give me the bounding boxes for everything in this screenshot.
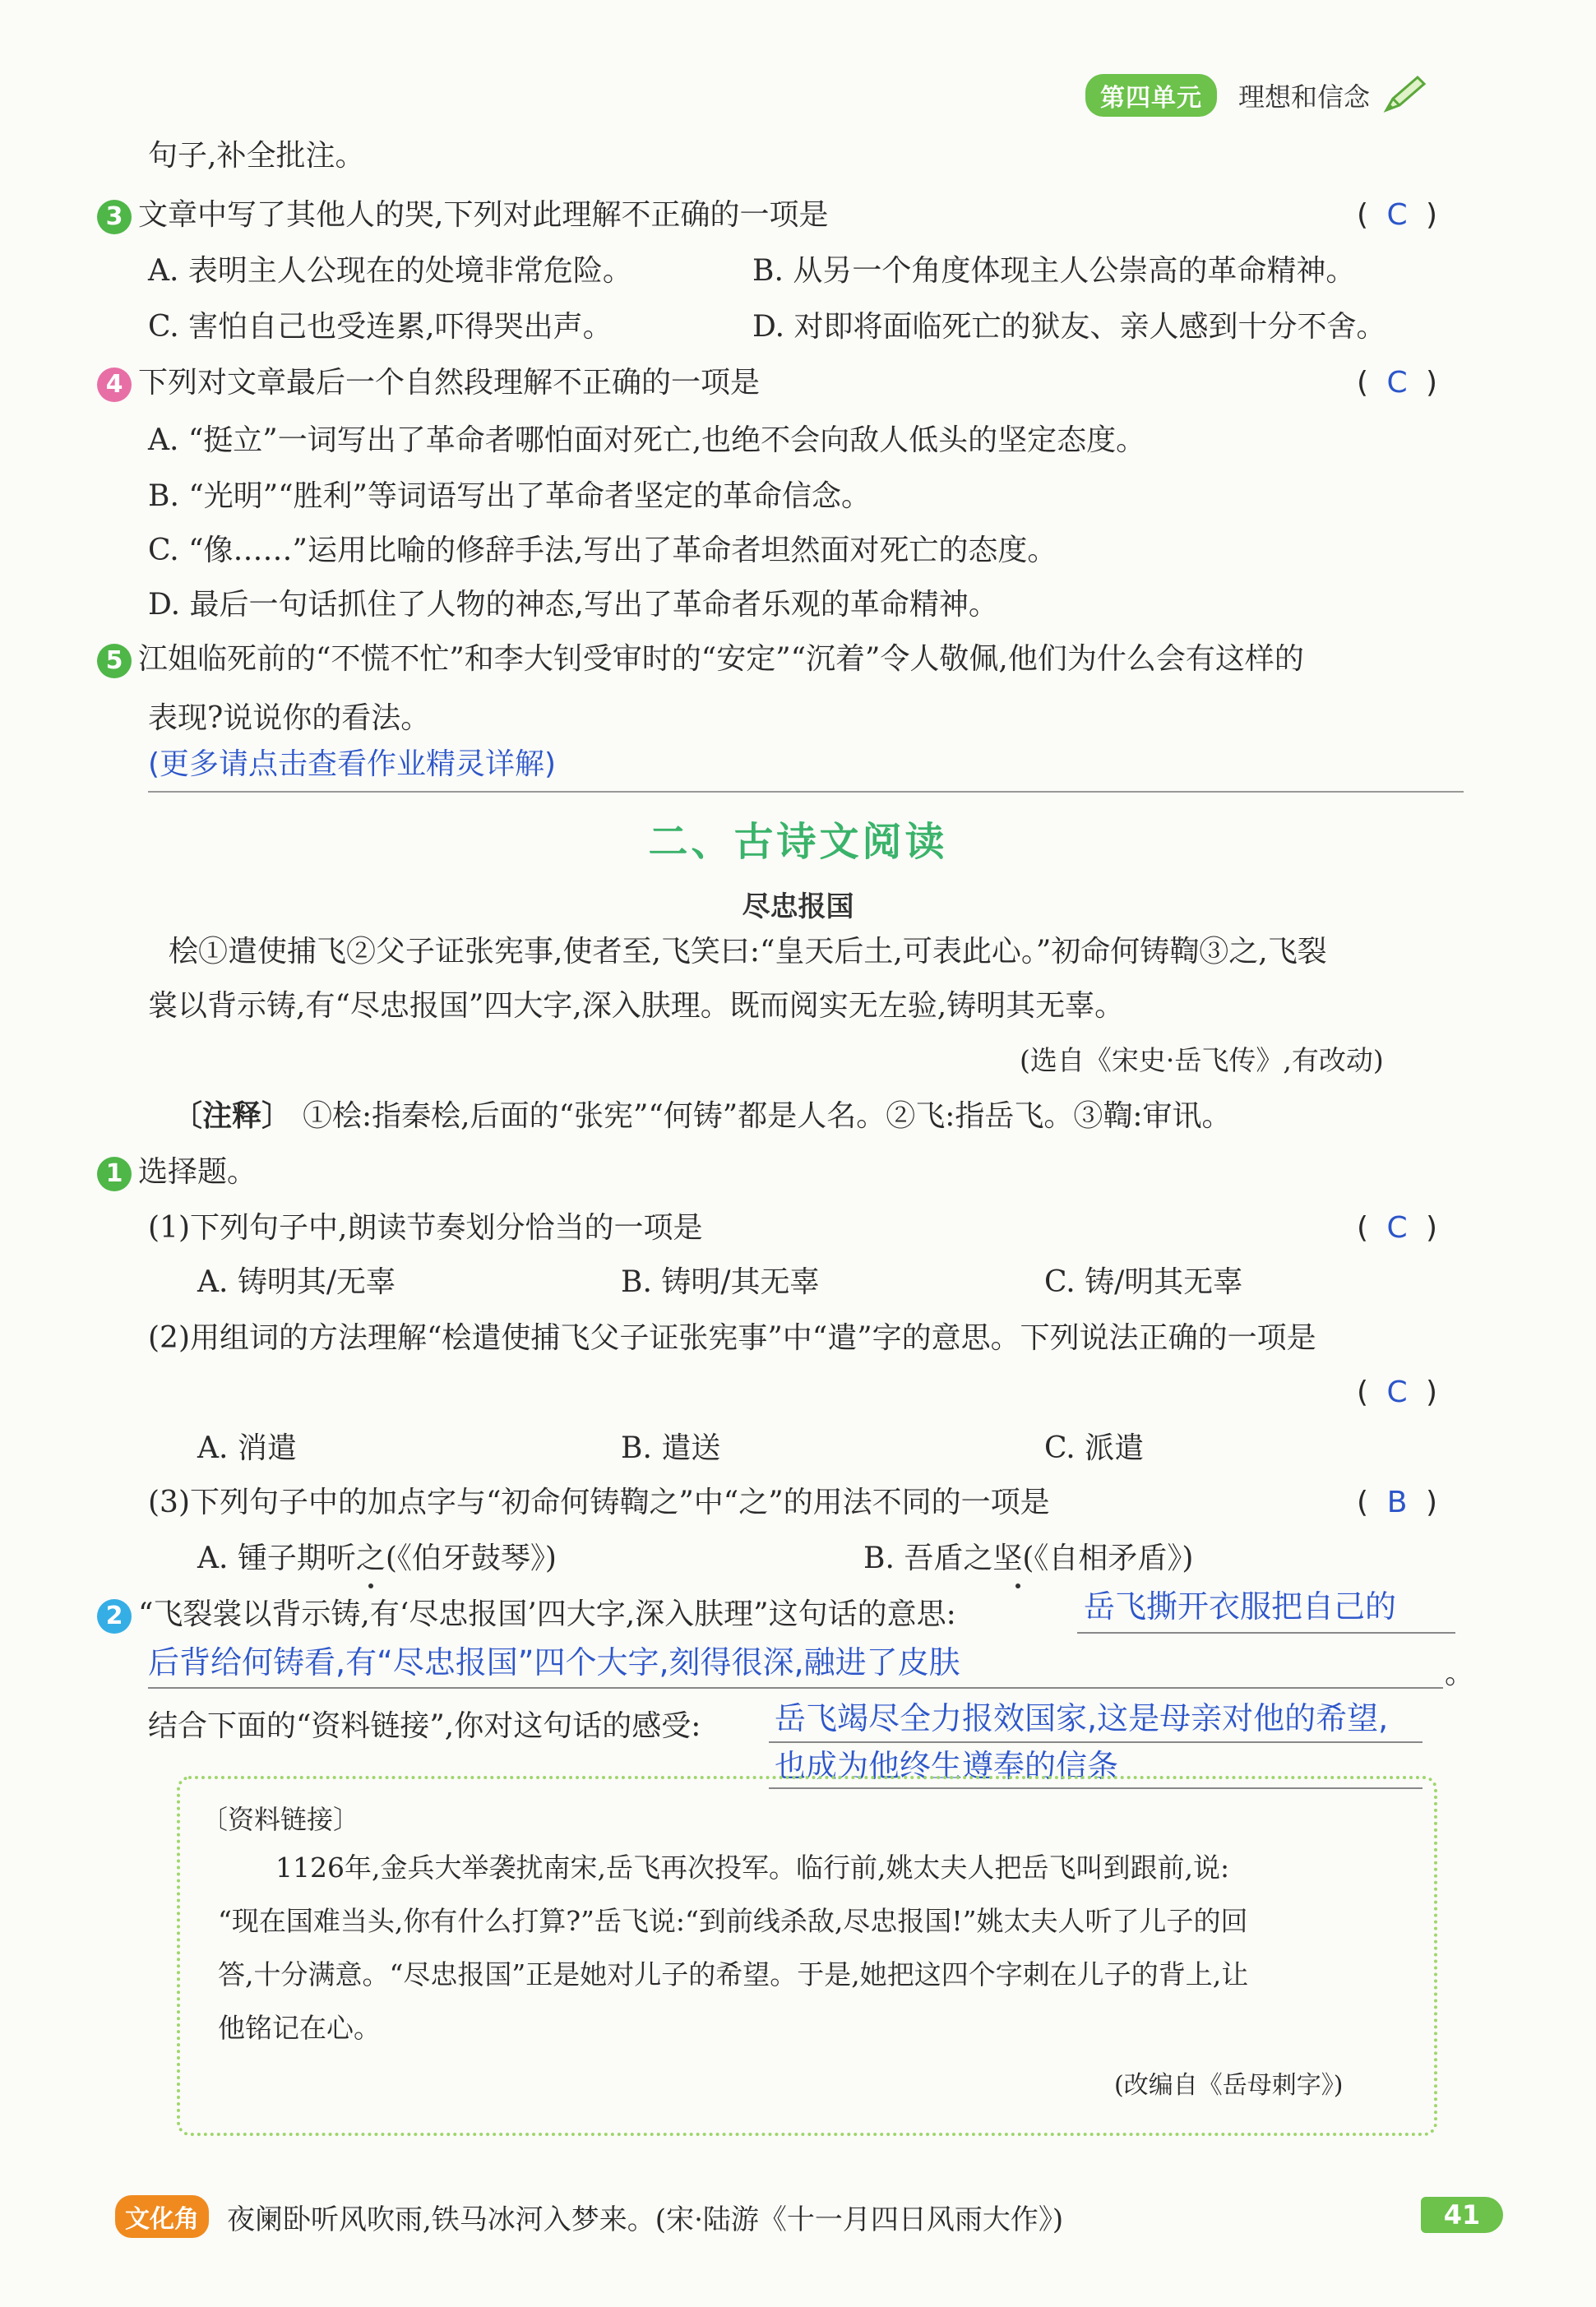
s2q2-answer-part3: 岳飞竭尽全力报效国家,这是母亲对他的希望, (775, 1700, 1389, 1736)
q4-option-a: A. “挺立”一词写出了革命者哪怕面对死亡,也绝不会向敌人低头的坚定态度。 (148, 423, 1146, 457)
section-title: 二、古诗文阅读 (648, 819, 948, 865)
s2q1-number: 1 (97, 1157, 132, 1191)
q4-number: 4 (97, 368, 132, 402)
emphasis-dot (368, 1583, 373, 1588)
s2q1-p3-answer: ( B ) (1357, 1486, 1438, 1519)
s2q1-p3-answer-letter: B (1386, 1486, 1408, 1519)
s2q1-p2-answer-letter: C (1386, 1375, 1408, 1409)
q5-stem-line2: 表现?说说你的看法。 (148, 701, 431, 735)
q5-number: 5 (97, 644, 132, 678)
s2q2-stem (97, 1597, 956, 1634)
intro-tail: 句子,补全批注。 (148, 139, 365, 173)
q4-answer: ( C ) (1357, 366, 1438, 400)
s2q1-p1-option-c: C. 铸/明其无辜 (1044, 1265, 1243, 1299)
passage-title: 尽忠报国 (742, 890, 854, 923)
s2q2-answer-part4: 也成为他终生遵奉的信条 (775, 1748, 1119, 1784)
q5-stem-line1: 江姐临死前的“不慌不忙”和李大钊受审时的“安定”“沉着”令人敬佩,他们为什么会有这样的 (138, 642, 1304, 676)
q4-stem (97, 365, 760, 402)
divider (148, 791, 1464, 793)
resource-line4: 他铭记在心。 (218, 2012, 381, 2044)
q3-option-a: A. 表明主人公现在的处境非常危险。 (148, 254, 632, 288)
s2q2-stem-text: “飞裂裳以背示铸,有‘尽忠报国’四大字,深入肤理”这句话的意思: (138, 1597, 956, 1631)
q3-number: 3 (97, 200, 132, 234)
culture-badge: 文化角 (115, 2195, 209, 2238)
s2q1-p1-answer: ( C ) (1357, 1211, 1438, 1245)
s2q1-p1-answer-letter: C (1386, 1211, 1408, 1245)
footer-quote: 夜阑卧听风吹雨,铁马冰河入梦来。(宋·陆游《十一月四日风雨大作》) (227, 2203, 1064, 2236)
s2q1-p1-option-b: B. 铸明/其无辜 (621, 1265, 820, 1299)
resource-line1: 1126年,金兵大举袭扰南宋,岳飞再次投军。临行前,姚太夫人把岳飞叫到跟前,说: (275, 1852, 1230, 1884)
q3-option-c: C. 害怕自己也受连累,吓得哭出声。 (148, 310, 613, 344)
q3-stem-text: 文章中写了其他人的哭,下列对此理解不正确的一项是 (138, 198, 829, 232)
q4-stem-text: 下列对文章最后一个自然段理解不正确的一项是 (138, 366, 761, 400)
s2q1-p2-option-a: A. 消遣 (197, 1431, 297, 1465)
q3-answer: ( C ) (1357, 198, 1438, 232)
resource-source: (改编自《岳母刺字》) (1114, 2071, 1344, 2100)
q3-answer-letter: C (1386, 198, 1408, 232)
unit-title: 理想和信念 (1238, 81, 1371, 113)
passage-line2: 裳以背示铸,有“尽忠报国”四大字,深入肤理。既而阅实无左验,铸明其无辜。 (148, 989, 1125, 1023)
s2q2-answer-part2: 后背给何铸看,有“尽忠报国”四个大字,刻得很深,融进了皮肤 (148, 1644, 960, 1681)
notes-text: ①桧:指秦桧,后面的“张宪”“何铸”都是人名。②飞:指岳飞。③鞫:审讯。 (303, 1099, 1232, 1133)
s2q1-stem-text: 选择题。 (138, 1155, 257, 1189)
answer-line (148, 1687, 1443, 1689)
q3-stem (97, 197, 828, 234)
passage-line1: 桧①遣使捕飞②父子证张宪事,使者至,飞笑曰:“皇天后土,可表此心。”初命何铸鞫③之,飞裂 (169, 935, 1327, 969)
s2q1-stem (97, 1154, 257, 1191)
s2q2-end-mark: 。 (1445, 1657, 1475, 1690)
s2q1-p2-option-c: C. 派遣 (1044, 1431, 1145, 1465)
q4-answer-letter: C (1386, 366, 1408, 400)
s2q1-p3-option-b: B. 吾盾之坚(《自相矛盾》) (863, 1542, 1194, 1575)
s2q1-p1-stem: (1)下列句子中,朗读节奏划分恰当的一项是 (148, 1211, 703, 1245)
q5-stem (97, 641, 1304, 678)
passage-source: (选自《宋史·岳飞传》,有改动) (1020, 1044, 1384, 1076)
s2q1-p1-option-a: A. 铸明其/无辜 (197, 1265, 396, 1299)
pencil-icon (1381, 74, 1427, 117)
answer-line (769, 1741, 1423, 1743)
more-details-link[interactable]: (更多请点击查看作业精灵详解) (148, 747, 557, 781)
page-header (1085, 74, 1427, 117)
s2q1-p2-option-b: B. 遣送 (621, 1431, 721, 1465)
resource-line3: 答,十分满意。“尽忠报国”正是她对儿子的希望。于是,她把这四个字刺在儿子的背上,让 (218, 1958, 1249, 1990)
q3-option-b: B. 从另一个角度体现主人公崇高的革命精神。 (752, 254, 1356, 288)
s2q2-stem2: 结合下面的“资料链接”,你对这句话的感受: (148, 1709, 701, 1743)
s2q2-number: 2 (97, 1599, 132, 1634)
answer-line (1077, 1632, 1455, 1634)
notes (173, 1098, 1231, 1135)
notes-label: 〔注释〕 (173, 1099, 292, 1133)
unit-badge: 第四单元 (1085, 74, 1217, 117)
page-number: 41 (1421, 2197, 1503, 2233)
emphasis-dot (1015, 1583, 1020, 1588)
q3-option-d: D. 对即将面临死亡的狱友、亲人感到十分不舍。 (752, 310, 1386, 344)
page-footer (115, 2195, 1063, 2238)
s2q1-p3-stem: (3)下列句子中的加点字与“初命何铸鞫之”中“之”的用法不同的一项是 (148, 1486, 1050, 1519)
q4-option-d: D. 最后一句话抓住了人物的神态,写出了革命者乐观的革命精神。 (148, 588, 998, 622)
q4-option-c: C. “像……”运用比喻的修辞手法,写出了革命者坦然面对死亡的态度。 (148, 534, 1057, 567)
s2q1-p3-option-a: A. 锺子期听之(《伯牙鼓琴》) (197, 1542, 557, 1575)
s2q1-p2-answer: ( C ) (1357, 1375, 1438, 1409)
s2q2-answer-part1: 岳飞撕开衣服把自己的 (1084, 1588, 1397, 1625)
s2q1-p2-stem: (2)用组词的方法理解“桧遣使捕飞父子证张宪事”中“遣”字的意思。下列说法正确的一项是 (148, 1321, 1316, 1355)
resource-label: 〔资料链接〕 (201, 1804, 360, 1835)
resource-line2: “现在国难当头,你有什么打算?”岳飞说:“到前线杀敌,尽忠报国!”姚太夫人听了儿子的回 (218, 1905, 1248, 1937)
q4-option-b: B. “光明”“胜利”等词语写出了革命者坚定的革命信念。 (148, 479, 871, 513)
